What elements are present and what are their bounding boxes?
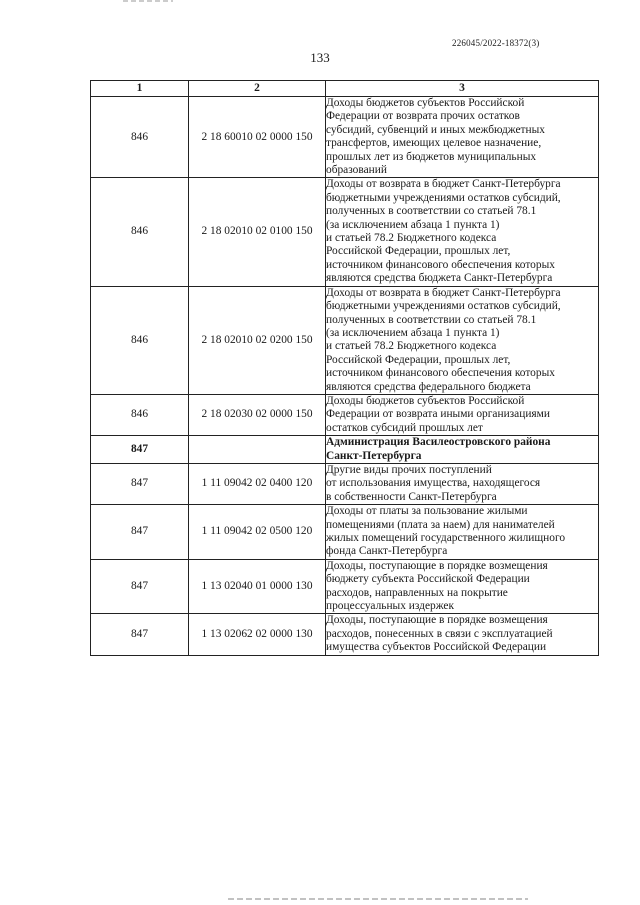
table-row [91,394,599,435]
budget-codes-table [90,80,599,656]
revenue-code: 2 18 02010 02 0100 150 [189,178,326,286]
revenue-code: 2 18 02010 02 0200 150 [189,286,326,394]
table-row [91,286,599,394]
revenue-code: 1 13 02040 01 0000 130 [189,559,326,614]
admin-code: 847 [91,436,189,464]
admin-code: 847 [91,614,189,655]
scan-artifact-top [123,0,173,2]
revenue-description: Доходы бюджетов субъектов Российской Федерации от возврата прочих остатков субсидий, субвенций и иных межбюджетных трансфертов, имеющих целевое назначение, прошлых лет из бюджетов муниципальных образований [326,97,599,178]
revenue-code: 2 18 60010 02 0000 150 [189,97,326,178]
admin-code: 846 [91,178,189,286]
header-col-2: 2 [189,81,326,97]
table-row [91,463,599,504]
admin-code: 846 [91,286,189,394]
page-number: 133 [310,50,330,65]
section-row [91,436,599,464]
table-row [91,559,599,614]
table-row [91,614,599,655]
revenue-description: Доходы бюджетов субъектов Российской Федерации от возврата иными организациями остатков субсидий прошлых лет [326,394,599,435]
header-col-3: 3 [326,81,599,97]
revenue-code [189,436,326,464]
revenue-description: Доходы от возврата в бюджет Санкт-Петербурга бюджетными учреждениями остатков субсидий, полученных в соответствии со статьей 78.1 (за исключением абзаца 1 пункта 1) и статьей 78.2 Бюджетного кодекса Российской Федерации, прошлых лет, источником финансового обеспечения которых являются средства федерального бюджета [326,286,599,394]
revenue-code: 1 11 09042 02 0400 120 [189,463,326,504]
revenue-code: 2 18 02030 02 0000 150 [189,394,326,435]
revenue-code: 1 13 02062 02 0000 130 [189,614,326,655]
admin-code: 846 [91,394,189,435]
revenue-code: 1 11 09042 02 0500 120 [189,505,326,560]
table-header-row [91,81,599,97]
table-row [91,178,599,286]
table-row [91,505,599,560]
revenue-description: Доходы от возврата в бюджет Санкт-Петербурга бюджетными учреждениями остатков субсидий, полученных в соответствии со статьей 78.1 (за исключением абзаца 1 пункта 1) и статьей 78.2 Бюджетного кодекса Российской Федерации, прошлых лет, источником финансового обеспечения которых являются средства бюджета Санкт-Петербурга [326,178,599,286]
document-number: 226045/2022-18372(3) [452,38,540,48]
scan-artifact-bottom [228,898,528,900]
revenue-description: Доходы от платы за пользование жилыми помещениями (плата за наем) для нанимателей жилых помещений государственного жилищного фонда Санкт-Петербурга [326,505,599,560]
admin-code: 846 [91,97,189,178]
revenue-description: Доходы, поступающие в порядке возмещения расходов, понесенных в связи с эксплуатацией имущества субъектов Российской Федерации [326,614,599,655]
table-row [91,97,599,178]
revenue-description: Другие виды прочих поступлений от использования имущества, находящегося в собственности Санкт-Петербурга [326,463,599,504]
header-col-1: 1 [91,81,189,97]
admin-code: 847 [91,559,189,614]
section-title: Администрация Василеостровского района Санкт-Петербурга [326,436,599,464]
admin-code: 847 [91,463,189,504]
admin-code: 847 [91,505,189,560]
revenue-description: Доходы, поступающие в порядке возмещения бюджету субъекта Российской Федерации расходов, направленных на покрытие процессуальных издержек [326,559,599,614]
